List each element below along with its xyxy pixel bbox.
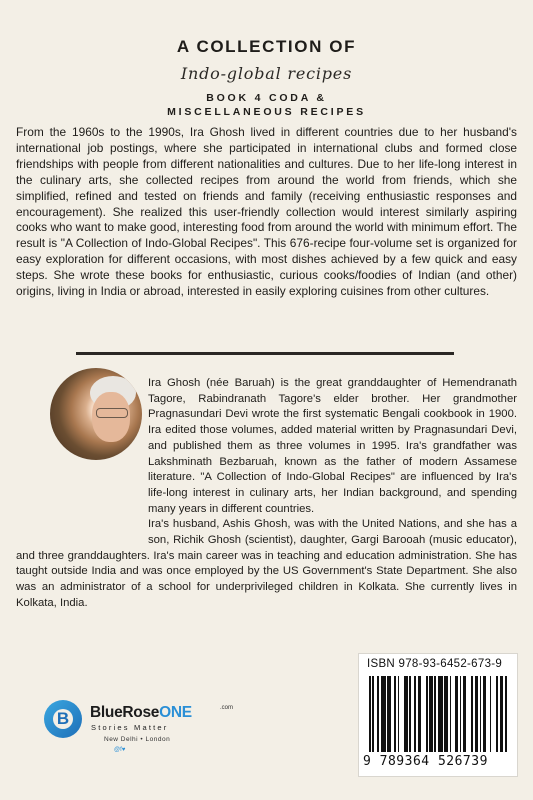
book-line-1: BOOK 4 CODA & [206,92,327,104]
barcode-bars [369,676,509,752]
divider-rule [76,352,454,355]
book-line-2: MISCELLANEOUS RECIPES [167,106,366,118]
publisher-domain-suffix: .com [220,705,234,711]
publisher-name-accent: ONE [159,704,192,721]
publisher-logo-letter: B [56,709,70,728]
book-blurb: From the 1960s to the 1990s, Ira Ghosh lived in different countries due to her husband's international job postings, where she participated in international clubs and formed close friendships with people from different nationalities and cultures. Due to her life-long interest in the culinary arts, she collected recipes from around the world from friends, which she simplified, refined and tested on friends and family (receiving enthusiastic responses and encouragement). She realized this user-friendly collection would interest similarly aspiring cooks who want to make good, interesting food from around the world with minimum effort. The result is "A Collection of Indo-Global Recipes". This 676-recipe four-volume set is organized for easy exploration for different occasions, with most dishes achieved by a few quick and easy steps. She wrote these books for enthusiastic, curious cooks/foodies of Indian (and other) origins, living in India or abroad, interested in easily exploring cuisines from other cultures. [16,125,517,299]
barcode-bar [507,676,509,752]
publisher-cities: New Delhi • London [104,736,171,743]
cover-script-subtitle: Indo-global recipes [180,64,353,83]
publisher-tagline: Stories Matter [91,723,169,732]
author-bio [16,376,517,612]
bio-paragraph-2: Ira's husband, Ashis Ghosh, was with the United Nations, and she has a son, Richik Ghosh (scientist), daughter, Gargi Barooah (music educator), and three granddaughters. Ira's main career was in teaching and education administration. She has taught outside India and was once employed by the US Government's State Department. She also was an administrator of a school for underprivileged children in Kolkata. She currently lives in Kolkata, India. [16,518,517,609]
publisher-logo [44,694,244,754]
publisher-logo-icon [44,700,82,738]
isbn-label: ISBN 978-93-6452-673-9 [367,658,503,670]
cover-book-subtitle [0,91,533,119]
photo-wrap-spacer [16,376,148,540]
publisher-name-main: BlueRose [90,704,160,721]
bio-paragraph-1: Ira Ghosh (née Baruah) is the great granddaughter of Hemendranath Tagore, Rabindranath Tagore's elder brother. Her grandmother Pragnasundari Devi wrote the first systematic Bengali cookbook in 1900. Ira edited those volumes, added material written by Pragnasundari Devi, and published them as three volumes in 1995. Ira's grandfather was Lakshminath Bezbaruah, known as the father of modern Assamese literature. "A Collection of Indo-Global Recipes" are influenced by Ira's life-long interest in culinary arts, her Indian background, and spending many years in different countries. [148,377,517,515]
publisher-social-icons: @f♥ [114,747,126,753]
isbn-barcode [358,653,518,777]
cover-title: A COLLECTION OF [176,37,357,56]
ean-digits: 9 789364 526739 [363,754,488,769]
publisher-name [90,704,192,722]
